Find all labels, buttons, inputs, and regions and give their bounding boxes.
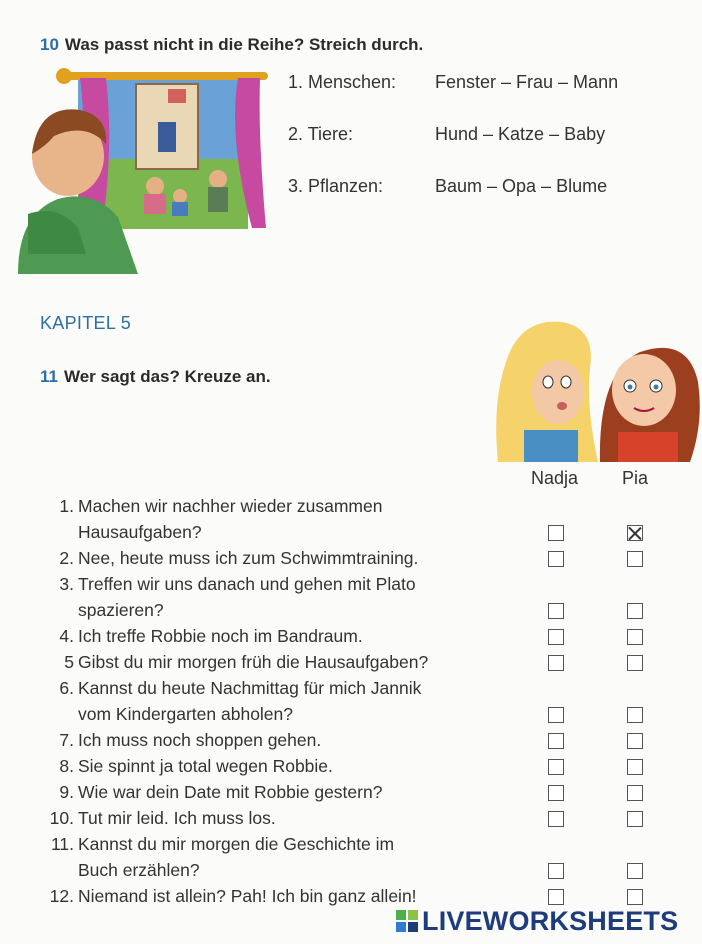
exercise-instruction: Was passt nicht in die Reihe? Streich durch. (64, 35, 424, 54)
row-category: 3. Pflanzen: (288, 176, 384, 196)
checkbox-nadja[interactable] (548, 733, 564, 749)
checkbox-nadja[interactable] (548, 707, 564, 723)
row-category: 2. Tiere: (288, 124, 354, 144)
question-row (40, 727, 560, 753)
question-row (40, 805, 560, 831)
checkbox-nadja[interactable] (548, 603, 564, 619)
row-words[interactable]: Hund – Katze – Baby (435, 124, 606, 144)
checkbox-nadja[interactable] (548, 759, 564, 775)
exercise-11-title (40, 367, 271, 387)
question-row (40, 753, 560, 779)
window-illustration (18, 64, 270, 274)
question-number: 5 (64, 652, 74, 672)
question-row (40, 831, 560, 883)
checkbox-nadja[interactable] (548, 551, 564, 567)
row-category: 1. Menschen: (288, 72, 397, 92)
question-row (40, 545, 560, 571)
question-text: Kannst du mir morgen die Geschichte im (78, 834, 395, 854)
checkbox-nadja[interactable] (548, 655, 564, 671)
question-text: Wie war dein Date mit Robbie gestern? (78, 782, 383, 802)
exercise-10-title (40, 35, 423, 55)
question-text: Ich muss noch shoppen gehen. (78, 730, 322, 750)
question-row (40, 623, 560, 649)
question-row (40, 493, 560, 545)
question-row (40, 779, 560, 805)
question-number: 10. (49, 808, 74, 828)
question-number: 2. (59, 548, 74, 568)
checkbox-pia[interactable] (627, 707, 643, 723)
question-text: Gibst du mir morgen früh die Hausaufgaben? (78, 652, 429, 672)
checkbox-nadja[interactable] (548, 863, 564, 879)
question-row (40, 675, 560, 727)
question-number: 4. (59, 626, 74, 646)
checkbox-pia[interactable] (627, 733, 643, 749)
question-row (40, 571, 560, 623)
question-text: Niemand ist allein? Pah! Ich bin ganz allein! (78, 886, 417, 906)
question-number: 7. (59, 730, 74, 750)
exercise-10-row (288, 124, 606, 145)
checkbox-pia[interactable] (627, 655, 643, 671)
question-text: vom Kindergarten abholen? (78, 704, 294, 724)
chapter-heading: KAPITEL 5 (40, 313, 132, 333)
liveworksheets-logo: LIVEWORKSHEETS (422, 906, 679, 936)
checkbox-nadja[interactable] (548, 785, 564, 801)
question-text: Nee, heute muss ich zum Schwimmtraining. (78, 548, 419, 568)
checkbox-pia[interactable] (627, 629, 643, 645)
checkbox-nadja[interactable] (548, 629, 564, 645)
question-text: Treffen wir uns danach und gehen mit Plato (78, 574, 416, 594)
row-words[interactable]: Baum – Opa – Blume (435, 176, 608, 196)
question-number: 12. (49, 886, 74, 906)
exercise-number: 11 (40, 367, 58, 386)
exercise-10-row (288, 72, 619, 93)
question-text: Sie spinnt ja total wegen Robbie. (78, 756, 333, 776)
checkbox-pia[interactable] (627, 525, 643, 541)
checkbox-pia[interactable] (627, 785, 643, 801)
question-text: spazieren? (78, 600, 164, 620)
row-words[interactable]: Fenster – Frau – Mann (435, 72, 619, 92)
question-number: 3. (59, 574, 74, 594)
checkbox-pia[interactable] (627, 811, 643, 827)
question-text: Kannst du heute Nachmittag für mich Jannik (78, 678, 422, 698)
column-header-pia: Pia (622, 468, 649, 488)
checkbox-nadja[interactable] (548, 525, 564, 541)
question-row (40, 649, 560, 675)
liveworksheets-logo-icon (396, 910, 418, 932)
question-number: 1. (59, 496, 74, 516)
question-text: Hausaufgaben? (78, 522, 202, 542)
question-number: 6. (59, 678, 74, 698)
checkbox-pia[interactable] (627, 889, 643, 905)
column-header-nadja: Nadja (531, 468, 579, 488)
question-text: Buch erzählen? (78, 860, 200, 880)
question-text: Tut mir leid. Ich muss los. (78, 808, 276, 828)
girls-illustration (488, 320, 702, 462)
question-number: 9. (59, 782, 74, 802)
exercise-instruction: Wer sagt das? Kreuze an. (63, 367, 271, 386)
question-number: 8. (59, 756, 74, 776)
checkbox-nadja[interactable] (548, 811, 564, 827)
question-text: Ich treffe Robbie noch im Bandraum. (78, 626, 363, 646)
checkbox-pia[interactable] (627, 863, 643, 879)
exercise-number: 10 (40, 35, 59, 54)
question-text: Machen wir nachher wieder zusammen (78, 496, 383, 516)
question-number: 11. (50, 834, 74, 854)
checkbox-pia[interactable] (627, 603, 643, 619)
exercise-10-row (288, 176, 608, 197)
checkbox-nadja[interactable] (548, 889, 564, 905)
checkbox-pia[interactable] (627, 551, 643, 567)
checkbox-pia[interactable] (627, 759, 643, 775)
